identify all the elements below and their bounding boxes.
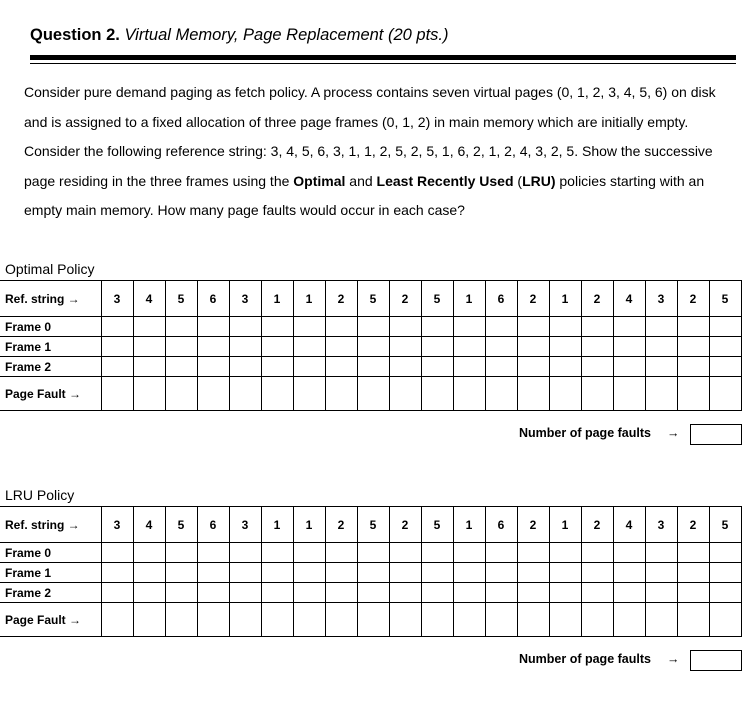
lru-policy-label: LRU Policy [5, 487, 75, 503]
frame-cell[interactable] [293, 337, 325, 357]
ref-cell: 5 [165, 507, 197, 543]
frame-cell[interactable] [261, 563, 293, 583]
ref-cell: 1 [293, 281, 325, 317]
frame-cell[interactable] [421, 357, 453, 377]
ref-cell: 1 [453, 281, 485, 317]
frame-cell[interactable] [549, 357, 581, 377]
ref-cell: 5 [357, 507, 389, 543]
frame-cell[interactable] [293, 583, 325, 603]
frame-cell[interactable] [229, 563, 261, 583]
ref-cell: 1 [549, 281, 581, 317]
ref-cell: 6 [485, 507, 517, 543]
frame-cell[interactable] [389, 337, 421, 357]
page-fault-row-label: Page Fault → [0, 603, 101, 637]
frame-cell[interactable] [453, 563, 485, 583]
frame-cell[interactable] [453, 543, 485, 563]
frame-cell[interactable] [645, 583, 677, 603]
fault-cell[interactable] [133, 377, 165, 411]
frame-cell[interactable] [261, 543, 293, 563]
fault-cell[interactable] [581, 377, 613, 411]
question-subtitle: Virtual Memory, Page Replacement (20 pts.) [124, 26, 449, 44]
fault-cell[interactable] [133, 603, 165, 637]
fault-cell[interactable] [677, 377, 709, 411]
frame-cell[interactable] [581, 317, 613, 337]
frame-cell[interactable] [517, 357, 549, 377]
optimal-page-faults-input[interactable] [690, 424, 742, 445]
frame-cell[interactable] [581, 357, 613, 377]
frame-cell[interactable] [645, 563, 677, 583]
ref-cell: 3 [229, 507, 261, 543]
ref-cell: 4 [133, 507, 165, 543]
ref-cell: 2 [517, 507, 549, 543]
fault-cell[interactable] [485, 603, 517, 637]
frame-cell[interactable] [229, 357, 261, 377]
frame-cell[interactable] [709, 583, 741, 603]
frame-cell[interactable] [389, 317, 421, 337]
arrow-icon: → [667, 426, 680, 440]
frame-cell[interactable] [357, 563, 389, 583]
frame-cell[interactable] [549, 543, 581, 563]
fault-cell[interactable] [101, 603, 133, 637]
fault-cell[interactable] [549, 603, 581, 637]
frame-cell[interactable] [613, 543, 645, 563]
frame-cell[interactable] [453, 337, 485, 357]
optimal-policy-table [0, 280, 742, 411]
frame-cell[interactable] [389, 543, 421, 563]
frame-1-row-label: Frame 1 [0, 563, 101, 583]
frame-cell[interactable] [165, 337, 197, 357]
ref-string-row-label: Ref. string → [0, 281, 101, 317]
frame-cell[interactable] [357, 357, 389, 377]
frame-cell[interactable] [453, 317, 485, 337]
ref-cell: 2 [325, 507, 357, 543]
frame-cell[interactable] [645, 543, 677, 563]
frame-cell[interactable] [645, 317, 677, 337]
frame-cell[interactable] [325, 317, 357, 337]
frame-cell[interactable] [709, 337, 741, 357]
frame-cell[interactable] [325, 543, 357, 563]
optimal-term: Optimal [293, 172, 346, 189]
fault-cell[interactable] [293, 377, 325, 411]
fault-cell[interactable] [549, 377, 581, 411]
frame-cell[interactable] [197, 543, 229, 563]
frame-cell[interactable] [261, 337, 293, 357]
frame-cell[interactable] [517, 317, 549, 337]
frame-cell[interactable] [709, 543, 741, 563]
frame-1-row [0, 563, 741, 583]
fault-cell[interactable] [709, 377, 741, 411]
frame-0-row-label: Frame 0 [0, 543, 101, 563]
frame-cell[interactable] [421, 563, 453, 583]
frame-cell[interactable] [677, 317, 709, 337]
frame-cell[interactable] [101, 543, 133, 563]
ref-cell: 3 [101, 281, 133, 317]
ref-cell: 1 [293, 507, 325, 543]
ref-cell: 4 [613, 507, 645, 543]
frame-cell[interactable] [645, 337, 677, 357]
frame-cell[interactable] [197, 583, 229, 603]
frame-cell[interactable] [229, 317, 261, 337]
fault-cell[interactable] [229, 603, 261, 637]
frame-cell[interactable] [197, 337, 229, 357]
frame-cell[interactable] [485, 563, 517, 583]
frame-1-row-label: Frame 1 [0, 337, 101, 357]
frame-cell[interactable] [645, 357, 677, 377]
frame-cell[interactable] [133, 337, 165, 357]
frame-0-row [0, 317, 741, 337]
frame-cell[interactable] [101, 337, 133, 357]
ref-cell: 5 [709, 507, 741, 543]
frame-cell[interactable] [357, 317, 389, 337]
frame-cell[interactable] [677, 583, 709, 603]
frame-cell[interactable] [293, 543, 325, 563]
ref-cell: 5 [709, 281, 741, 317]
ref-string-row [0, 507, 741, 543]
frame-cell[interactable] [549, 337, 581, 357]
frame-cell[interactable] [261, 357, 293, 377]
frame-2-row-label: Frame 2 [0, 583, 101, 603]
frame-cell[interactable] [165, 543, 197, 563]
frame-cell[interactable] [229, 543, 261, 563]
ref-cell: 6 [197, 281, 229, 317]
frame-cell[interactable] [581, 583, 613, 603]
ref-cell: 6 [485, 281, 517, 317]
frame-cell[interactable] [485, 357, 517, 377]
fault-cell[interactable] [517, 603, 549, 637]
ref-cell: 3 [101, 507, 133, 543]
frame-cell[interactable] [613, 563, 645, 583]
frame-cell[interactable] [581, 337, 613, 357]
frame-cell[interactable] [613, 357, 645, 377]
frame-cell[interactable] [677, 563, 709, 583]
frame-cell[interactable] [133, 563, 165, 583]
frame-cell[interactable] [517, 543, 549, 563]
frame-cell[interactable] [389, 583, 421, 603]
frame-cell[interactable] [581, 543, 613, 563]
frame-cell[interactable] [613, 337, 645, 357]
frame-2-row [0, 357, 741, 377]
frame-cell[interactable] [165, 583, 197, 603]
frame-cell[interactable] [101, 357, 133, 377]
frame-cell[interactable] [101, 563, 133, 583]
fault-cell[interactable] [453, 377, 485, 411]
frame-cell[interactable] [261, 317, 293, 337]
lru-page-faults-input[interactable] [690, 650, 742, 671]
frame-cell[interactable] [421, 317, 453, 337]
frame-cell[interactable] [389, 357, 421, 377]
frame-cell[interactable] [709, 357, 741, 377]
fault-cell[interactable] [197, 603, 229, 637]
frame-cell[interactable] [293, 357, 325, 377]
frame-cell[interactable] [101, 583, 133, 603]
question-number: Question 2. [30, 26, 120, 44]
page-fault-row-label: Page Fault → [0, 377, 101, 411]
frame-cell[interactable] [581, 563, 613, 583]
fault-cell[interactable] [261, 377, 293, 411]
frame-cell[interactable] [133, 583, 165, 603]
frame-cell[interactable] [229, 337, 261, 357]
frame-cell[interactable] [549, 583, 581, 603]
ref-string-row-label: Ref. string → [0, 507, 101, 543]
fault-cell[interactable] [357, 377, 389, 411]
fault-cell[interactable] [581, 603, 613, 637]
ref-cell: 6 [197, 507, 229, 543]
fault-cell[interactable] [453, 603, 485, 637]
question-paragraph: Consider pure demand paging as fetch policy. A process contains seven virtual pages (0, 1, 2, 3, 4, 5, 6) on disk and is assigned to a fixed allocation of three page frames (0, 1, 2) in main memory which are initially empty. Consider the following reference string: 3, 4, 5, 6, 3, 1, 1, 2, 5, 2, 5, 1, 6, 2, 1, 2, 4, 3, 2, 5. Show the successive page residing in the three frames using the Optimal and Least Recently Used (LRU) policies starting with an empty main memory. How many page faults would occur in each case? [24, 84, 716, 218]
frame-cell[interactable] [677, 337, 709, 357]
frame-cell[interactable] [677, 357, 709, 377]
frame-cell[interactable] [325, 337, 357, 357]
ref-cell: 5 [165, 281, 197, 317]
fault-cell[interactable] [645, 603, 677, 637]
fault-cell[interactable] [165, 377, 197, 411]
frame-cell[interactable] [613, 583, 645, 603]
ref-cell: 2 [517, 281, 549, 317]
frame-cell[interactable] [421, 337, 453, 357]
frame-cell[interactable] [165, 317, 197, 337]
frame-cell[interactable] [677, 543, 709, 563]
frame-cell[interactable] [133, 357, 165, 377]
frame-cell[interactable] [389, 563, 421, 583]
frame-cell[interactable] [485, 317, 517, 337]
ref-cell: 1 [549, 507, 581, 543]
frame-cell[interactable] [549, 317, 581, 337]
fault-cell[interactable] [293, 603, 325, 637]
frame-cell[interactable] [165, 563, 197, 583]
fault-cell[interactable] [261, 603, 293, 637]
lru-page-faults-label: Number of page faults → [519, 652, 680, 666]
frame-cell[interactable] [517, 583, 549, 603]
ref-cell: 5 [357, 281, 389, 317]
ref-cell: 3 [645, 507, 677, 543]
fault-cell[interactable] [325, 603, 357, 637]
frame-cell[interactable] [197, 563, 229, 583]
ref-cell: 2 [325, 281, 357, 317]
frame-1-row [0, 337, 741, 357]
frame-cell[interactable] [325, 583, 357, 603]
frame-cell[interactable] [485, 583, 517, 603]
lru-policy-table [0, 506, 742, 637]
fault-cell[interactable] [517, 377, 549, 411]
ref-cell: 5 [421, 507, 453, 543]
fault-cell[interactable] [613, 603, 645, 637]
frame-cell[interactable] [549, 563, 581, 583]
frame-0-row [0, 543, 741, 563]
fault-cell[interactable] [389, 603, 421, 637]
fault-cell[interactable] [325, 377, 357, 411]
fault-cell[interactable] [229, 377, 261, 411]
frame-cell[interactable] [485, 543, 517, 563]
fault-cell[interactable] [709, 603, 741, 637]
lru-term: Least Recently Used [376, 172, 514, 189]
frame-cell[interactable] [485, 337, 517, 357]
fault-cell[interactable] [357, 603, 389, 637]
frame-cell[interactable] [613, 317, 645, 337]
frame-cell[interactable] [517, 563, 549, 583]
fault-cell[interactable] [165, 603, 197, 637]
frame-cell[interactable] [357, 583, 389, 603]
fault-cell[interactable] [613, 377, 645, 411]
frame-cell[interactable] [133, 543, 165, 563]
page-fault-row [0, 377, 741, 411]
ref-cell: 2 [389, 507, 421, 543]
ref-cell: 2 [677, 507, 709, 543]
ref-cell: 1 [453, 507, 485, 543]
fault-cell[interactable] [389, 377, 421, 411]
frame-cell[interactable] [197, 317, 229, 337]
frame-cell[interactable] [325, 357, 357, 377]
frame-cell[interactable] [709, 563, 741, 583]
frame-cell[interactable] [101, 317, 133, 337]
ref-cell: 2 [677, 281, 709, 317]
frame-cell[interactable] [357, 543, 389, 563]
ref-string-row [0, 281, 741, 317]
frame-cell[interactable] [261, 583, 293, 603]
optimal-page-faults-label: Number of page faults → [519, 426, 680, 440]
frame-cell[interactable] [517, 337, 549, 357]
question-title [30, 26, 448, 45]
frame-cell[interactable] [229, 583, 261, 603]
ref-cell: 5 [421, 281, 453, 317]
ref-cell: 1 [261, 507, 293, 543]
fault-cell[interactable] [421, 603, 453, 637]
ref-cell: 2 [581, 507, 613, 543]
frame-cell[interactable] [197, 357, 229, 377]
frame-0-row-label: Frame 0 [0, 317, 101, 337]
optimal-policy-label: Optimal Policy [5, 261, 95, 277]
fault-cell[interactable] [197, 377, 229, 411]
frame-cell[interactable] [453, 357, 485, 377]
frame-cell[interactable] [453, 583, 485, 603]
fault-cell[interactable] [677, 603, 709, 637]
fault-cell[interactable] [101, 377, 133, 411]
frame-2-row-label: Frame 2 [0, 357, 101, 377]
frame-cell[interactable] [133, 317, 165, 337]
ref-cell: 4 [133, 281, 165, 317]
frame-cell[interactable] [421, 543, 453, 563]
fault-cell[interactable] [645, 377, 677, 411]
frame-cell[interactable] [421, 583, 453, 603]
frame-cell[interactable] [165, 357, 197, 377]
ref-cell: 2 [581, 281, 613, 317]
page-fault-row [0, 603, 741, 637]
ref-cell: 4 [613, 281, 645, 317]
frame-2-row [0, 583, 741, 603]
ref-cell: 1 [261, 281, 293, 317]
ref-cell: 3 [645, 281, 677, 317]
title-rule-thick [30, 55, 736, 60]
fault-cell[interactable] [421, 377, 453, 411]
frame-cell[interactable] [709, 317, 741, 337]
frame-cell[interactable] [293, 317, 325, 337]
frame-cell[interactable] [293, 563, 325, 583]
frame-cell[interactable] [357, 337, 389, 357]
fault-cell[interactable] [485, 377, 517, 411]
ref-cell: 2 [389, 281, 421, 317]
arrow-icon: → [667, 652, 680, 666]
title-rule-thin [30, 63, 736, 64]
ref-cell: 3 [229, 281, 261, 317]
frame-cell[interactable] [325, 563, 357, 583]
